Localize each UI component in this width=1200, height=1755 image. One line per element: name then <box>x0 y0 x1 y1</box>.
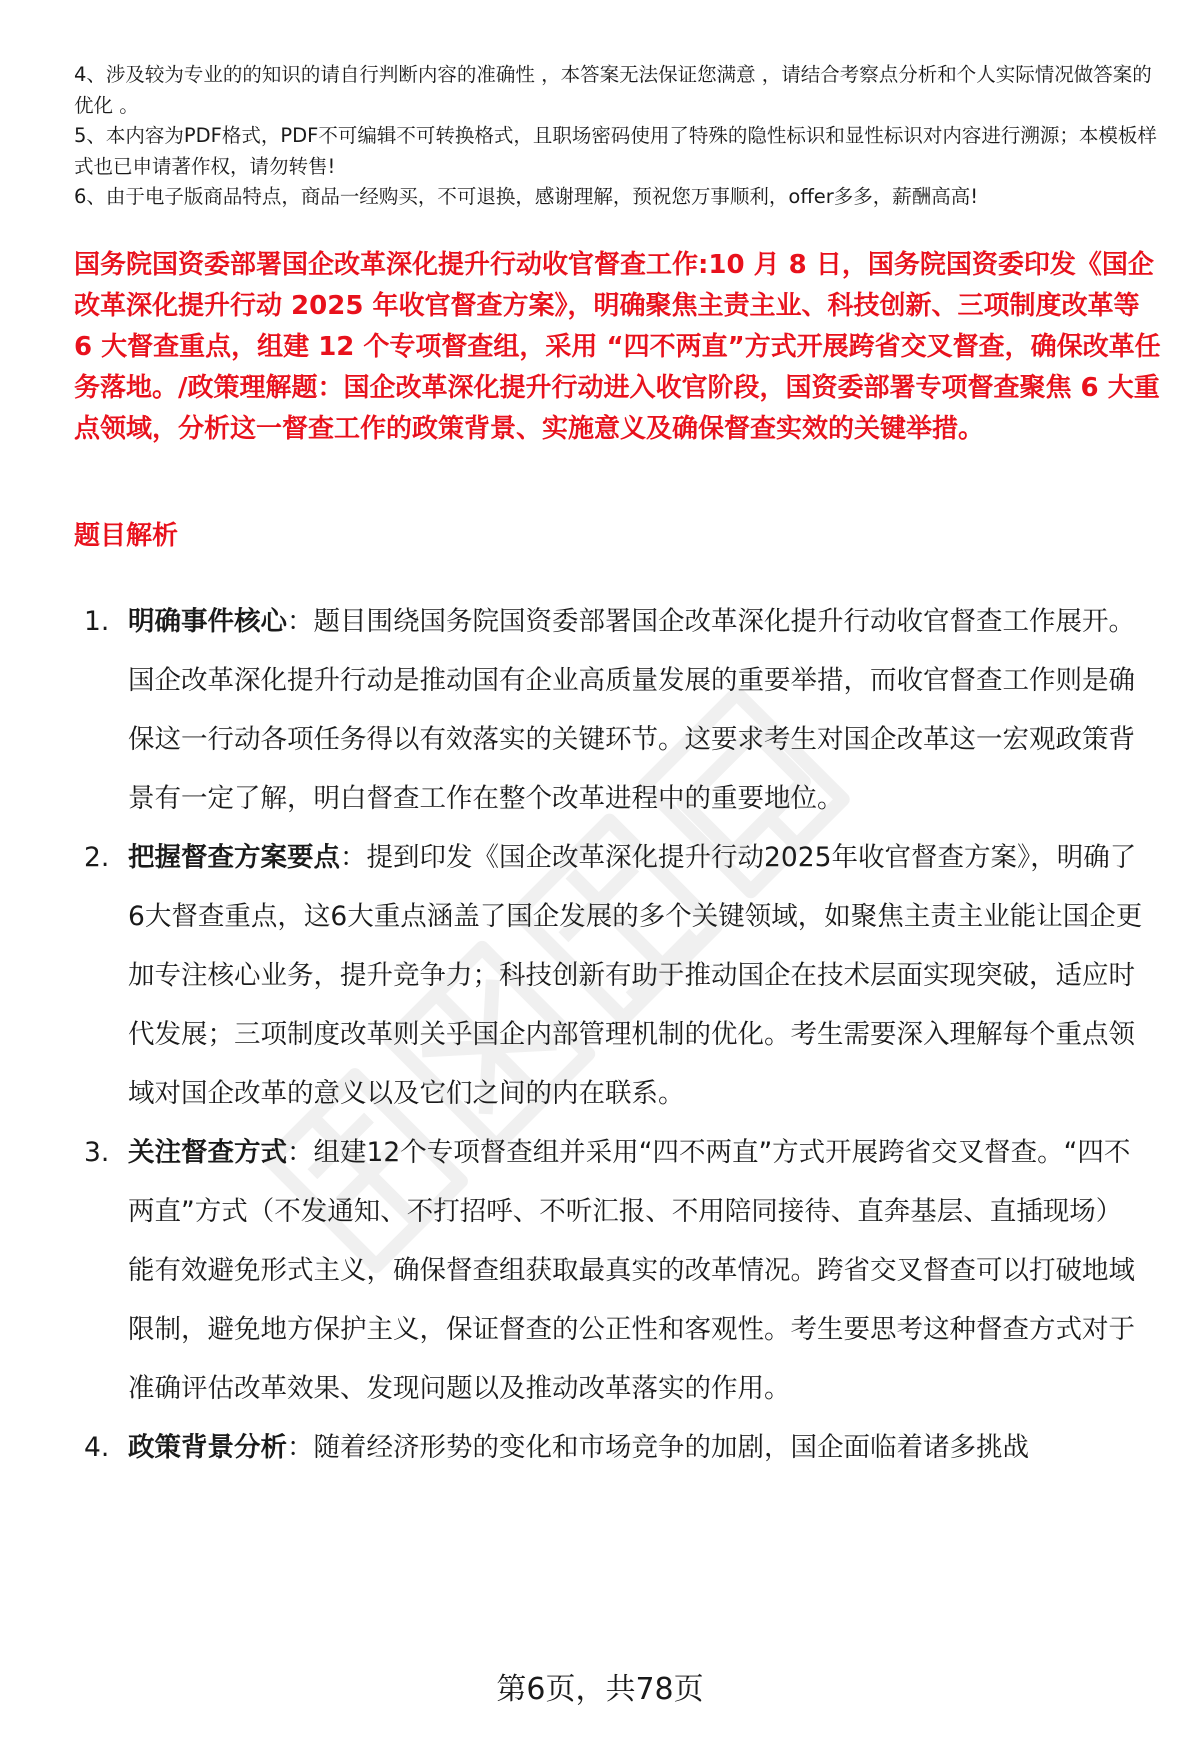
list-number: 1. <box>84 606 110 637</box>
list-item-text: ：提到印发《国企改革深化提升行动2025年收官督查方案》，明确了6大督查重点，这6大重点涵盖了国企发展的多个关键领域，如聚焦主责主业能让国企更加专注核心业务，提升竞争力；科技创新有助于推动国企在技术层面实现突破，适应时代发展；三项制度改革则关乎国企内部管理机制的优化。考生需要深入理解每个重点领域对国企改革的意义以及它们之间的内在联系。 <box>128 842 1143 1109</box>
notes-section <box>74 60 1164 213</box>
note-item: 4、涉及较为专业的的知识的请自行判断内容的准确性 ，本答案无法保证您满意 ，请结合考察点分析和个人实际情况做答案的优化 。 <box>74 63 1152 117</box>
list-item <box>0 1123 1144 1418</box>
analysis-title: 题目解析 <box>74 521 179 551</box>
list-item-text: ：题目围绕国务院国资委部署国企改革深化提升行动收官督查工作展开。国企改革深化提升行动是推动国有企业高质量发展的重要举措，而收官督查工作则是确保这一行动各项任务得以有效落实的关键环节。这要求考生对国企改革这一宏观政策背景有一定了解，明白督查工作在整个改革进程中的重要地位。 <box>128 606 1135 814</box>
list-item-heading: 政策背景分析 <box>128 1432 287 1463</box>
note-item: 5、本内容为PDF格式，PDF不可编辑不可转换格式，且职场密码使用了特殊的隐性标识和显性标识对内容进行溯源；本模板样式也已申请著作权，请勿转售! <box>74 124 1157 178</box>
list-item-text: ：随着经济形势的变化和市场竞争的加剧，国企面临着诸多挑战 <box>287 1432 1029 1463</box>
list-item <box>0 1418 1144 1477</box>
list-number: 2. <box>84 842 110 873</box>
page-footer: 第6页，共78页 <box>496 1672 704 1707</box>
list-number: 4. <box>84 1432 110 1463</box>
question-text: 国务院国资委部署国企改革深化提升行动收官督查工作:10 月 8 日，国务院国资委印发《国企改革深化提升行动 2025 年收官督查方案》，明确聚焦主责主业、科技创新、三项制度改革等 6 大督查重点，组建 12 个专项督查组，采用 “四不两直”方式开展跨省交叉督查，确保改革任务落地。/政策理解题：国企改革深化提升行动进入收官阶段，国资委部署专项督查聚焦 6 大重点领域，分析这一督查工作的政策背景、实施意义及确保督查实效的关键举措。 <box>74 250 1161 444</box>
list-item <box>0 592 1144 828</box>
list-item-text: ：组建12个专项督查组并采用“四不两直”方式开展跨省交叉督查。“四不两直”方式（不发通知、不打招呼、不听汇报、不用陪同接待、直奔基层、直插现场）能有效避免形式主义，确保督查组获取最真实的改革情况。跨省交叉督查可以打破地域限制，避免地方保护主义，保证督查的公正性和客观性。考生要思考这种督查方式对于准确评估改革效果、发现问题以及推动改革落实的作用。 <box>128 1137 1135 1404</box>
list-item-heading: 把握督查方案要点 <box>128 842 340 873</box>
note-item: 6、由于电子版商品特点，商品一经购买，不可退换，感谢理解，预祝您万事顺利，offer多多，薪酬高高! <box>74 185 979 208</box>
list-item-heading: 关注督查方式 <box>128 1137 287 1168</box>
analysis-list <box>0 592 1200 1477</box>
list-number: 3. <box>84 1137 110 1168</box>
list-item-heading: 明确事件核心 <box>128 606 287 637</box>
list-item <box>0 828 1144 1123</box>
